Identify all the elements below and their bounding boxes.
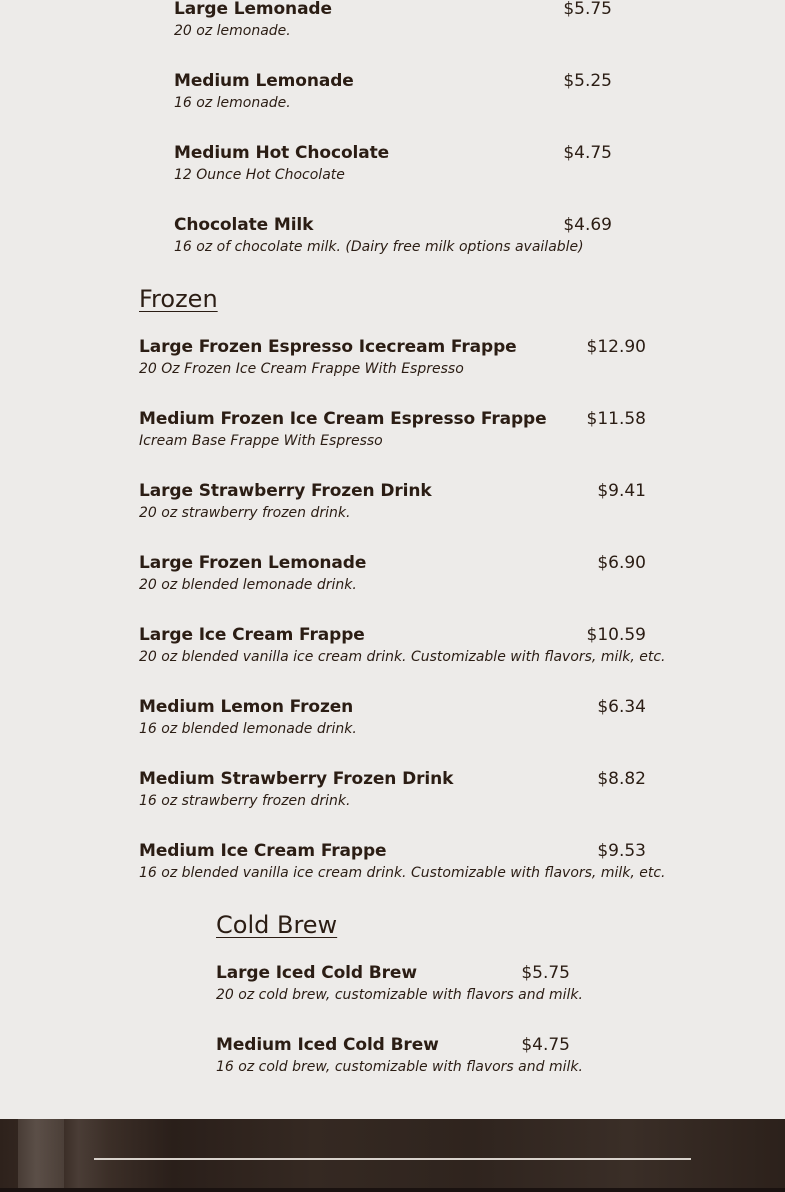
menu-item[interactable]: [139, 624, 666, 684]
menu-item-price: $12.90: [586, 337, 646, 357]
menu-item[interactable]: [216, 1034, 583, 1094]
menu-item[interactable]: [174, 0, 612, 58]
menu-item-description: 20 oz cold brew, customizable with flavors and milk.: [216, 987, 583, 1003]
menu-item-name: Medium Lemon Frozen: [139, 697, 354, 717]
menu-item-price: $4.75: [563, 143, 612, 163]
menu-section-cold-brew: [216, 910, 583, 1090]
menu-item-price: $5.25: [563, 71, 612, 91]
menu-item[interactable]: [216, 962, 583, 1022]
menu-item-name: Large Frozen Lemonade: [139, 553, 367, 573]
menu-item-description: 16 oz of chocolate milk. (Dairy free milk options available): [174, 239, 584, 255]
menu-item-price: $5.75: [521, 963, 570, 983]
menu-item-price: $9.53: [597, 841, 646, 861]
menu-item[interactable]: [139, 480, 646, 540]
menu-item-description: 16 oz lemonade.: [174, 95, 291, 111]
menu-section-drinks-continued: [174, 0, 612, 268]
footer: [0, 1119, 785, 1192]
menu-item-name: Large Strawberry Frozen Drink: [139, 481, 432, 501]
footer-bottom-bar: [0, 1188, 785, 1192]
menu-item-price: $4.75: [521, 1035, 570, 1055]
menu-item-description: Icream Base Frappe With Espresso: [139, 433, 383, 449]
menu-item-name: Chocolate Milk: [174, 215, 314, 235]
section-title: Cold Brew: [216, 911, 338, 939]
menu-item[interactable]: [139, 696, 646, 756]
menu-item[interactable]: [139, 840, 666, 900]
menu-item-description: 20 oz blended lemonade drink.: [139, 577, 357, 593]
menu-item-description: 16 oz strawberry frozen drink.: [139, 793, 351, 809]
menu-item-name: Medium Iced Cold Brew: [216, 1035, 439, 1055]
menu-section-frozen: [139, 284, 666, 894]
menu-item[interactable]: [139, 408, 646, 468]
menu-item-name: Medium Strawberry Frozen Drink: [139, 769, 454, 789]
menu-item-description: 20 Oz Frozen Ice Cream Frappe With Espresso: [139, 361, 464, 377]
menu-item[interactable]: [139, 552, 646, 612]
menu-item-description: 20 oz strawberry frozen drink.: [139, 505, 351, 521]
menu-item-price: $4.69: [563, 215, 612, 235]
menu-item-name: Medium Hot Chocolate: [174, 143, 390, 163]
menu-item-description: 16 oz cold brew, customizable with flavors and milk.: [216, 1059, 583, 1075]
menu-item[interactable]: [174, 142, 612, 202]
menu-item-name: Medium Ice Cream Frappe: [139, 841, 387, 861]
menu-item[interactable]: [139, 768, 646, 828]
menu-item-name: Large Frozen Espresso Icecream Frappe: [139, 337, 517, 357]
menu-item[interactable]: [174, 214, 612, 274]
menu-item-description: 16 oz blended vanilla ice cream drink. Customizable with flavors, milk, etc.: [139, 865, 666, 881]
footer-background-image: [18, 1119, 64, 1192]
menu-item-price: $5.75: [563, 0, 612, 19]
menu-item-name: Medium Frozen Ice Cream Espresso Frappe: [139, 409, 547, 429]
menu-item-name: Large Ice Cream Frappe: [139, 625, 365, 645]
menu-item-description: 20 oz lemonade.: [174, 23, 291, 39]
menu-item-price: $10.59: [586, 625, 646, 645]
menu-item-name: Medium Lemonade: [174, 71, 354, 91]
menu-item-price: $6.34: [597, 697, 646, 717]
menu-item[interactable]: [139, 336, 646, 396]
menu-item-description: 16 oz blended lemonade drink.: [139, 721, 357, 737]
footer-divider: [94, 1158, 691, 1160]
menu-item-description: 20 oz blended vanilla ice cream drink. Customizable with flavors, milk, etc.: [139, 649, 666, 665]
menu-item-price: $6.90: [597, 553, 646, 573]
menu-item-name: Large Iced Cold Brew: [216, 963, 417, 983]
menu-item-price: $8.82: [597, 769, 646, 789]
menu-item-description: 12 Ounce Hot Chocolate: [174, 167, 345, 183]
menu-item-name: Large Lemonade: [174, 0, 332, 19]
section-title: Frozen: [139, 285, 218, 313]
menu-item[interactable]: [174, 70, 612, 130]
menu-item-price: $9.41: [597, 481, 646, 501]
menu-item-price: $11.58: [586, 409, 646, 429]
